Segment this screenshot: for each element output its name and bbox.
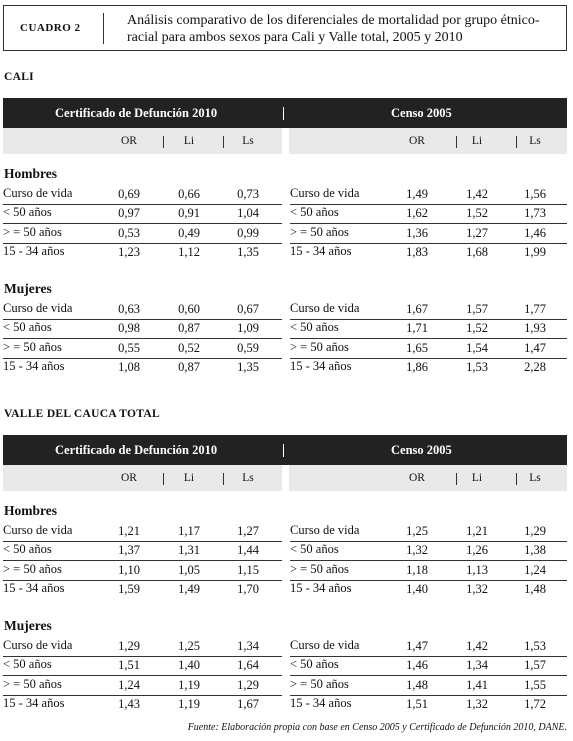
table-row — [290, 204, 567, 224]
value-cell: 0,63 — [118, 302, 140, 316]
value-cell: 1,53 — [524, 639, 546, 653]
row-label: > = 50 años — [3, 561, 62, 576]
row-label: 15 - 34 años — [290, 358, 352, 373]
row-label: < 50 años — [290, 320, 339, 335]
value-cell: 1,43 — [118, 696, 140, 711]
table-row — [3, 522, 282, 542]
row-label: 15 - 34 años — [3, 243, 65, 258]
row-label: > = 50 años — [290, 339, 349, 354]
value-cell: 1,52 — [466, 321, 488, 336]
row-label: Curso de vida — [290, 301, 360, 315]
value-cell: 0,91 — [178, 206, 200, 221]
value-cell: 1,57 — [466, 302, 488, 316]
value-cell: 1,29 — [237, 677, 259, 692]
table-caption-box — [3, 5, 567, 51]
table-row — [3, 358, 282, 377]
value-cell: 1,54 — [466, 340, 488, 355]
row-label: 15 - 34 años — [290, 695, 352, 710]
right-table-heading: Censo 2005 — [391, 443, 452, 457]
table-row — [3, 185, 282, 205]
value-cell: 1,47 — [406, 639, 428, 653]
data-table — [3, 98, 567, 398]
table-row — [3, 541, 282, 561]
section-title: CALI — [4, 71, 34, 83]
table-row — [3, 695, 282, 714]
table-row — [290, 676, 567, 696]
value-cell: 1,25 — [406, 524, 428, 538]
value-cell: 1,73 — [524, 206, 546, 221]
value-cell: 1,59 — [118, 581, 140, 596]
value-cell: 1,83 — [406, 244, 428, 259]
value-cell: 0,98 — [118, 321, 140, 336]
value-cell: 1,12 — [178, 244, 200, 259]
row-label: Curso de vida — [290, 638, 360, 652]
value-cell: 1,67 — [406, 302, 428, 316]
value-cell: 1,08 — [118, 359, 140, 374]
column-header: OR — [409, 135, 425, 147]
column-header: Li — [183, 135, 195, 147]
table-row — [290, 339, 567, 359]
value-cell: 1,99 — [524, 244, 546, 259]
row-label: > = 50 años — [3, 676, 62, 691]
table-row — [3, 676, 282, 696]
table-row — [290, 522, 567, 542]
value-cell: 1,48 — [524, 581, 546, 596]
value-cell: 1,51 — [406, 696, 428, 711]
row-label: < 50 años — [290, 657, 339, 672]
column-header: Li — [471, 135, 483, 147]
value-cell: 1,41 — [466, 677, 488, 692]
value-cell: 1,10 — [118, 562, 140, 577]
value-cell: 1,70 — [237, 581, 259, 596]
value-cell: 1,19 — [178, 696, 200, 711]
value-cell: 0,60 — [178, 302, 200, 316]
column-divider — [456, 473, 457, 485]
table-row — [290, 185, 567, 205]
table-row — [3, 300, 282, 320]
row-label: Curso de vida — [3, 523, 73, 537]
value-cell: 2,28 — [524, 359, 546, 374]
value-cell: 0,69 — [118, 187, 140, 201]
value-cell: 0,52 — [178, 340, 200, 355]
group-title: Hombres — [4, 166, 57, 181]
table-row — [3, 224, 282, 244]
row-label: 15 - 34 años — [3, 580, 65, 595]
group-title: Mujeres — [4, 618, 52, 633]
column-header: OR — [121, 472, 137, 484]
column-divider — [223, 136, 224, 148]
caption-divider — [103, 13, 104, 44]
right-table-heading: Censo 2005 — [391, 106, 452, 120]
value-cell: 0,67 — [237, 302, 259, 316]
value-cell: 1,46 — [406, 658, 428, 673]
value-cell: 1,18 — [406, 562, 428, 577]
value-cell: 1,64 — [237, 658, 259, 673]
value-cell: 1,53 — [466, 359, 488, 374]
value-cell: 1,44 — [237, 543, 259, 558]
value-cell: 1,37 — [118, 543, 140, 558]
row-label: < 50 años — [290, 542, 339, 557]
value-cell: 1,48 — [406, 677, 428, 692]
value-cell: 1,34 — [237, 639, 259, 653]
value-cell: 0,49 — [178, 225, 200, 240]
value-cell: 1,17 — [178, 524, 200, 538]
value-cell: 1,47 — [524, 340, 546, 355]
column-header: OR — [121, 135, 137, 147]
table-row — [3, 637, 282, 657]
value-cell: 1,86 — [406, 359, 428, 374]
value-cell: 1,49 — [406, 187, 428, 201]
table-row — [290, 695, 567, 714]
table-row — [3, 580, 282, 599]
left-table-heading: Certificado de Defunción 2010 — [55, 106, 218, 120]
value-cell: 1,68 — [466, 244, 488, 259]
value-cell: 1,67 — [237, 696, 259, 711]
row-label: Curso de vida — [290, 523, 360, 537]
table-row — [290, 561, 567, 581]
value-cell: 1,13 — [466, 562, 488, 577]
value-cell: 0,87 — [178, 359, 200, 374]
header-divider — [283, 107, 284, 120]
column-header: Li — [183, 472, 195, 484]
section-title: VALLE DEL CAUCA TOTAL — [4, 408, 160, 420]
row-label: < 50 años — [290, 205, 339, 220]
column-header: Li — [471, 472, 483, 484]
value-cell: 1,32 — [466, 581, 488, 596]
value-cell: 0,99 — [237, 225, 259, 240]
table-row — [290, 656, 567, 676]
row-label: Curso de vida — [3, 186, 73, 200]
table-row — [290, 358, 567, 377]
table-header-bar — [3, 98, 567, 128]
table-row — [290, 319, 567, 339]
left-table-heading: Certificado de Defunción 2010 — [55, 443, 218, 457]
value-cell: 1,23 — [118, 244, 140, 259]
table-row — [290, 580, 567, 599]
column-divider — [163, 136, 164, 148]
row-label: 15 - 34 años — [3, 358, 65, 373]
value-cell: 0,66 — [178, 187, 200, 201]
group-title: Mujeres — [4, 281, 52, 296]
header-divider — [283, 444, 284, 457]
value-cell: 1,40 — [178, 658, 200, 673]
value-cell: 1,52 — [466, 206, 488, 221]
value-cell: 1,51 — [118, 658, 140, 673]
table-row — [3, 204, 282, 224]
value-cell: 1,35 — [237, 359, 259, 374]
value-cell: 1,93 — [524, 321, 546, 336]
table-row — [3, 243, 282, 262]
value-cell: 1,71 — [406, 321, 428, 336]
value-cell: 0,55 — [118, 340, 140, 355]
table-number: CUADRO 2 — [20, 22, 81, 34]
value-cell: 1,46 — [524, 225, 546, 240]
row-label: 15 - 34 años — [3, 695, 65, 710]
group-title: Hombres — [4, 503, 57, 518]
value-cell: 1,49 — [178, 581, 200, 596]
value-cell: 1,42 — [466, 639, 488, 653]
table-title: Análisis comparativo de los diferenciales de mortalidad por grupo étnico-racial para ambos sexos para Cali y Valle total, 2005 y 2010 — [127, 13, 540, 45]
value-cell: 0,73 — [237, 187, 259, 201]
row-label: > = 50 años — [290, 561, 349, 576]
row-label: 15 - 34 años — [290, 580, 352, 595]
value-cell: 1,72 — [524, 696, 546, 711]
row-label: Curso de vida — [3, 301, 73, 315]
column-header: Ls — [529, 472, 541, 484]
value-cell: 1,31 — [178, 543, 200, 558]
value-cell: 1,32 — [466, 696, 488, 711]
value-cell: 1,25 — [178, 639, 200, 653]
row-label: < 50 años — [3, 205, 52, 220]
row-label: > = 50 años — [290, 676, 349, 691]
row-label: > = 50 años — [3, 339, 62, 354]
value-cell: 1,04 — [237, 206, 259, 221]
value-cell: 1,21 — [466, 524, 488, 538]
data-table — [3, 435, 567, 735]
column-header: Ls — [242, 472, 254, 484]
row-label: Curso de vida — [3, 638, 73, 652]
value-cell: 1,62 — [406, 206, 428, 221]
column-header: Ls — [242, 135, 254, 147]
value-cell: 1,56 — [524, 187, 546, 201]
value-cell: 1,29 — [118, 639, 140, 653]
value-cell: 1,19 — [178, 677, 200, 692]
row-label: < 50 años — [3, 542, 52, 557]
value-cell: 1,21 — [118, 524, 140, 538]
table-row — [3, 561, 282, 581]
value-cell: 1,57 — [524, 658, 546, 673]
column-divider — [516, 473, 517, 485]
value-cell: 1,09 — [237, 321, 259, 336]
value-cell: 1,32 — [406, 543, 428, 558]
table-row — [3, 656, 282, 676]
table-row — [290, 541, 567, 561]
column-header: OR — [409, 472, 425, 484]
table-row — [290, 224, 567, 244]
source-footnote: Fuente: Elaboración propia con base en Censo 2005 y Certificado de Defunción 2010, DANE. — [187, 722, 567, 733]
value-cell: 1,35 — [237, 244, 259, 259]
row-label: > = 50 años — [290, 224, 349, 239]
value-cell: 1,24 — [524, 562, 546, 577]
table-header-bar — [3, 435, 567, 465]
row-label: 15 - 34 años — [290, 243, 352, 258]
value-cell: 1,55 — [524, 677, 546, 692]
value-cell: 0,87 — [178, 321, 200, 336]
value-cell: 1,77 — [524, 302, 546, 316]
value-cell: 1,24 — [118, 677, 140, 692]
value-cell: 1,36 — [406, 225, 428, 240]
table-row — [3, 339, 282, 359]
column-header: Ls — [529, 135, 541, 147]
value-cell: 1,29 — [524, 524, 546, 538]
value-cell: 1,34 — [466, 658, 488, 673]
column-divider — [516, 136, 517, 148]
row-label: < 50 años — [3, 657, 52, 672]
value-cell: 1,65 — [406, 340, 428, 355]
value-cell: 1,26 — [466, 543, 488, 558]
value-cell: 0,97 — [118, 206, 140, 221]
row-label: < 50 años — [3, 320, 52, 335]
value-cell: 0,59 — [237, 340, 259, 355]
table-row — [290, 300, 567, 320]
value-cell: 1,05 — [178, 562, 200, 577]
column-divider — [456, 136, 457, 148]
table-row — [290, 637, 567, 657]
table-row — [290, 243, 567, 262]
value-cell: 0,53 — [118, 225, 140, 240]
value-cell: 1,27 — [237, 524, 259, 538]
value-cell: 1,15 — [237, 562, 259, 577]
value-cell: 1,40 — [406, 581, 428, 596]
value-cell: 1,27 — [466, 225, 488, 240]
value-cell: 1,38 — [524, 543, 546, 558]
column-divider — [163, 473, 164, 485]
column-divider — [223, 473, 224, 485]
table-row — [3, 319, 282, 339]
row-label: Curso de vida — [290, 186, 360, 200]
value-cell: 1,42 — [466, 187, 488, 201]
row-label: > = 50 años — [3, 224, 62, 239]
